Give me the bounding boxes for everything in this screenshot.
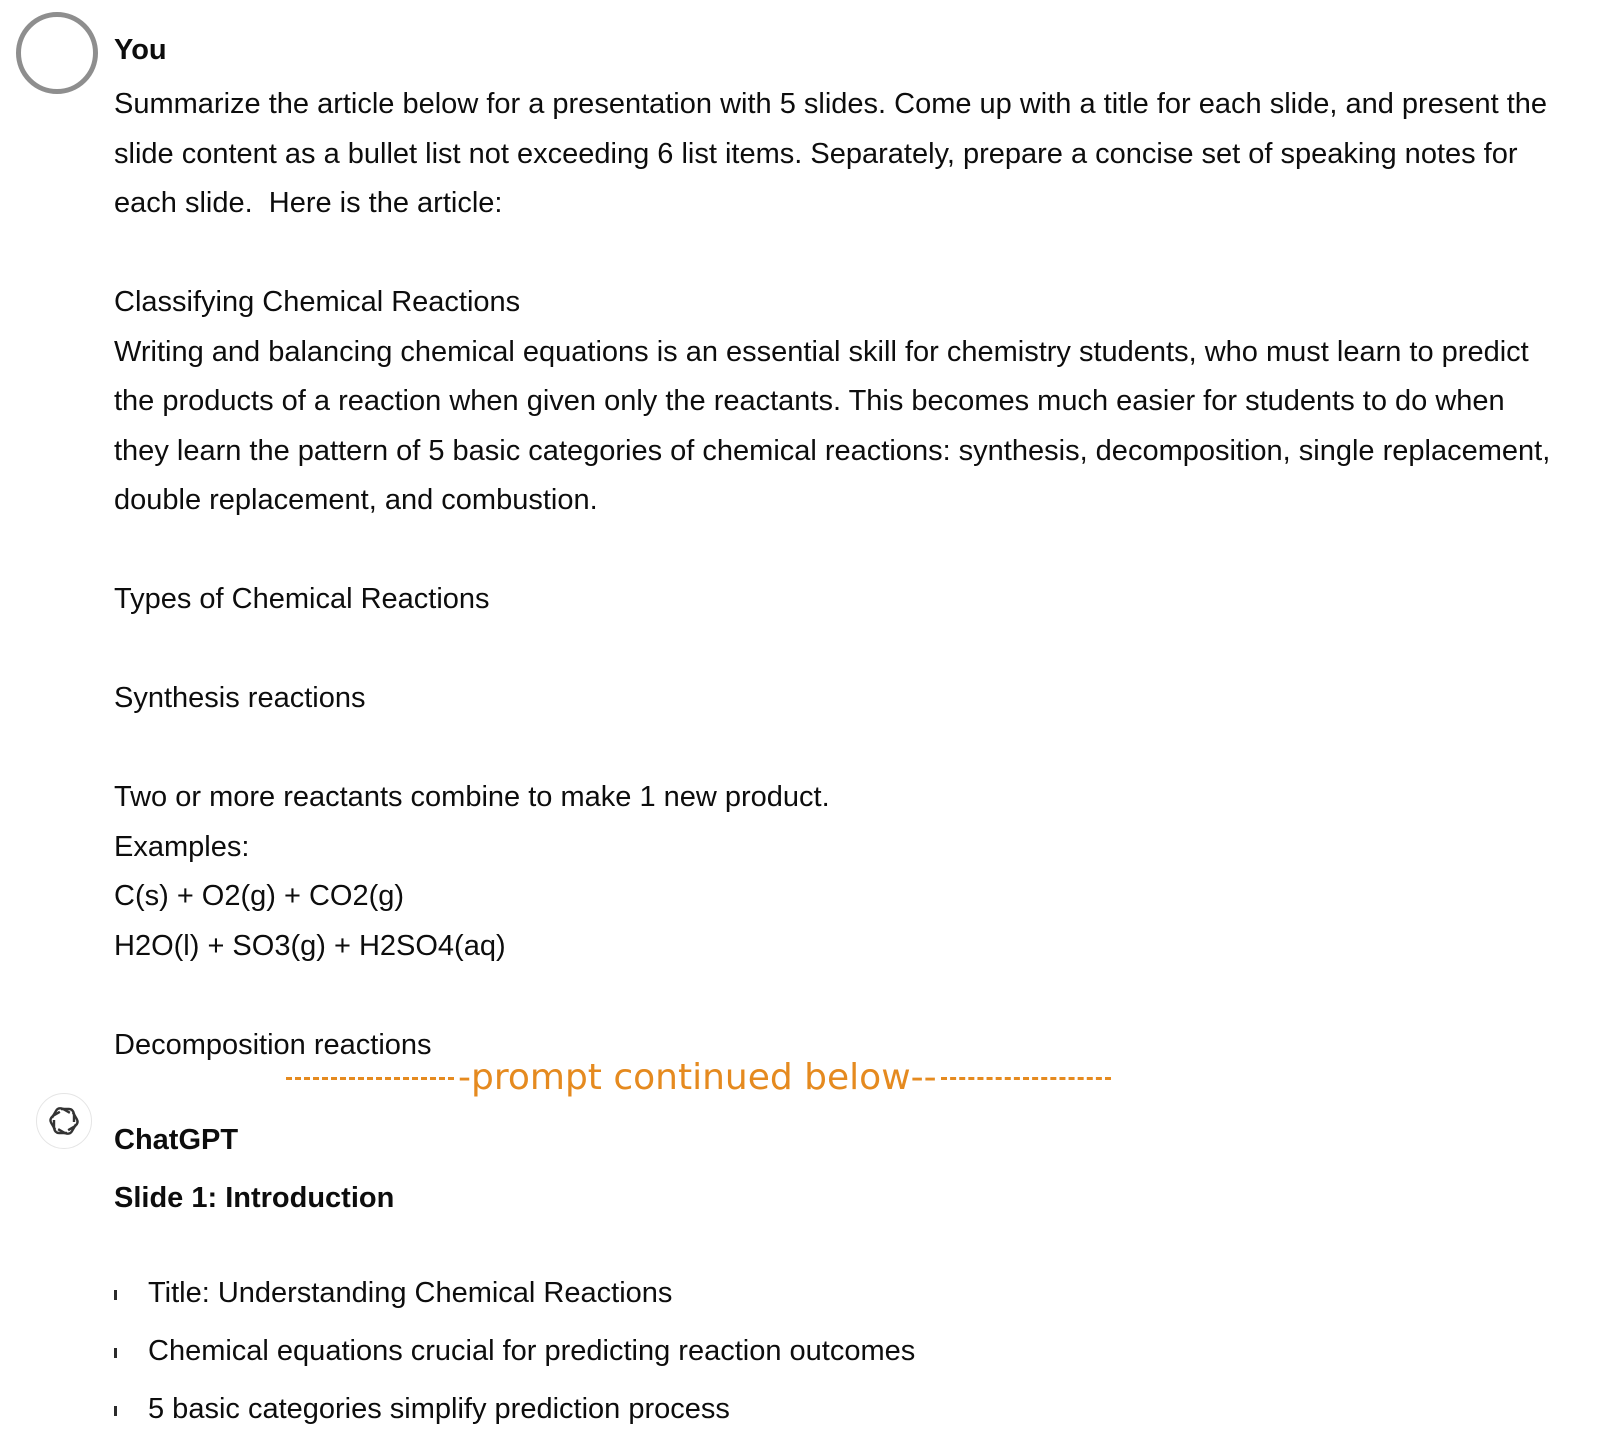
bullet-marker: [114, 1290, 117, 1300]
prompt-paragraph: Types of Chemical Reactions: [114, 583, 490, 615]
bullet-marker: [114, 1406, 117, 1416]
user-prompt: [114, 80, 1554, 1070]
slide-heading: Slide 1: Introduction: [114, 1182, 395, 1214]
annotation-dash-right: [941, 1077, 1111, 1080]
prompt-paragraph: Synthesis reactions: [114, 682, 366, 714]
prompt-paragraph: Decomposition reactions: [114, 1028, 432, 1061]
annotation-dash-left: [286, 1077, 454, 1080]
bullet-marker: [114, 1348, 117, 1358]
list-item: [114, 1273, 915, 1331]
assistant-author-label: ChatGPT: [114, 1124, 239, 1156]
list-item: [114, 1331, 915, 1389]
slide-bullet-list: [114, 1273, 915, 1447]
prompt-paragraph: Classifying Chemical Reactions Writing and balancing chemical equations is an essential skill for chemistry students, who must learn to predict the products of a reaction when given only the reactants. This becomes much easier for students to do when they learn the pattern of 5 basic categories of chemical reactions: synthesis, decomposition, single replacement, double replacement, and combustion.: [114, 286, 1551, 516]
annotation-text: -prompt continued below--: [458, 1057, 937, 1098]
user-author-label: You: [114, 34, 167, 66]
bullet-text: 5 basic categories simplify prediction process: [148, 1393, 730, 1425]
list-item: [114, 1389, 915, 1447]
prompt-paragraph: Summarize the article below for a presentation with 5 slides. Come up with a title for each slide, and present the slide content as a bullet list not exceeding 6 list items. Separately, prepare a concise set of speaking notes for each slide. Here is the article:: [114, 88, 1556, 219]
user-avatar: [16, 12, 98, 94]
prompt-continued-annotation: [0, 1058, 1600, 1098]
chatgpt-avatar: [36, 1093, 92, 1149]
bullet-text: Chemical equations crucial for predicting reaction outcomes: [148, 1335, 916, 1367]
openai-logo-icon: [46, 1103, 82, 1139]
prompt-paragraph: Two or more reactants combine to make 1 new product. Examples: C(s) + O2(g) + CO2(g) H2O(l) + SO3(g) + H2SO4(aq): [114, 781, 830, 962]
bullet-text: Title: Understanding Chemical Reactions: [148, 1277, 673, 1309]
